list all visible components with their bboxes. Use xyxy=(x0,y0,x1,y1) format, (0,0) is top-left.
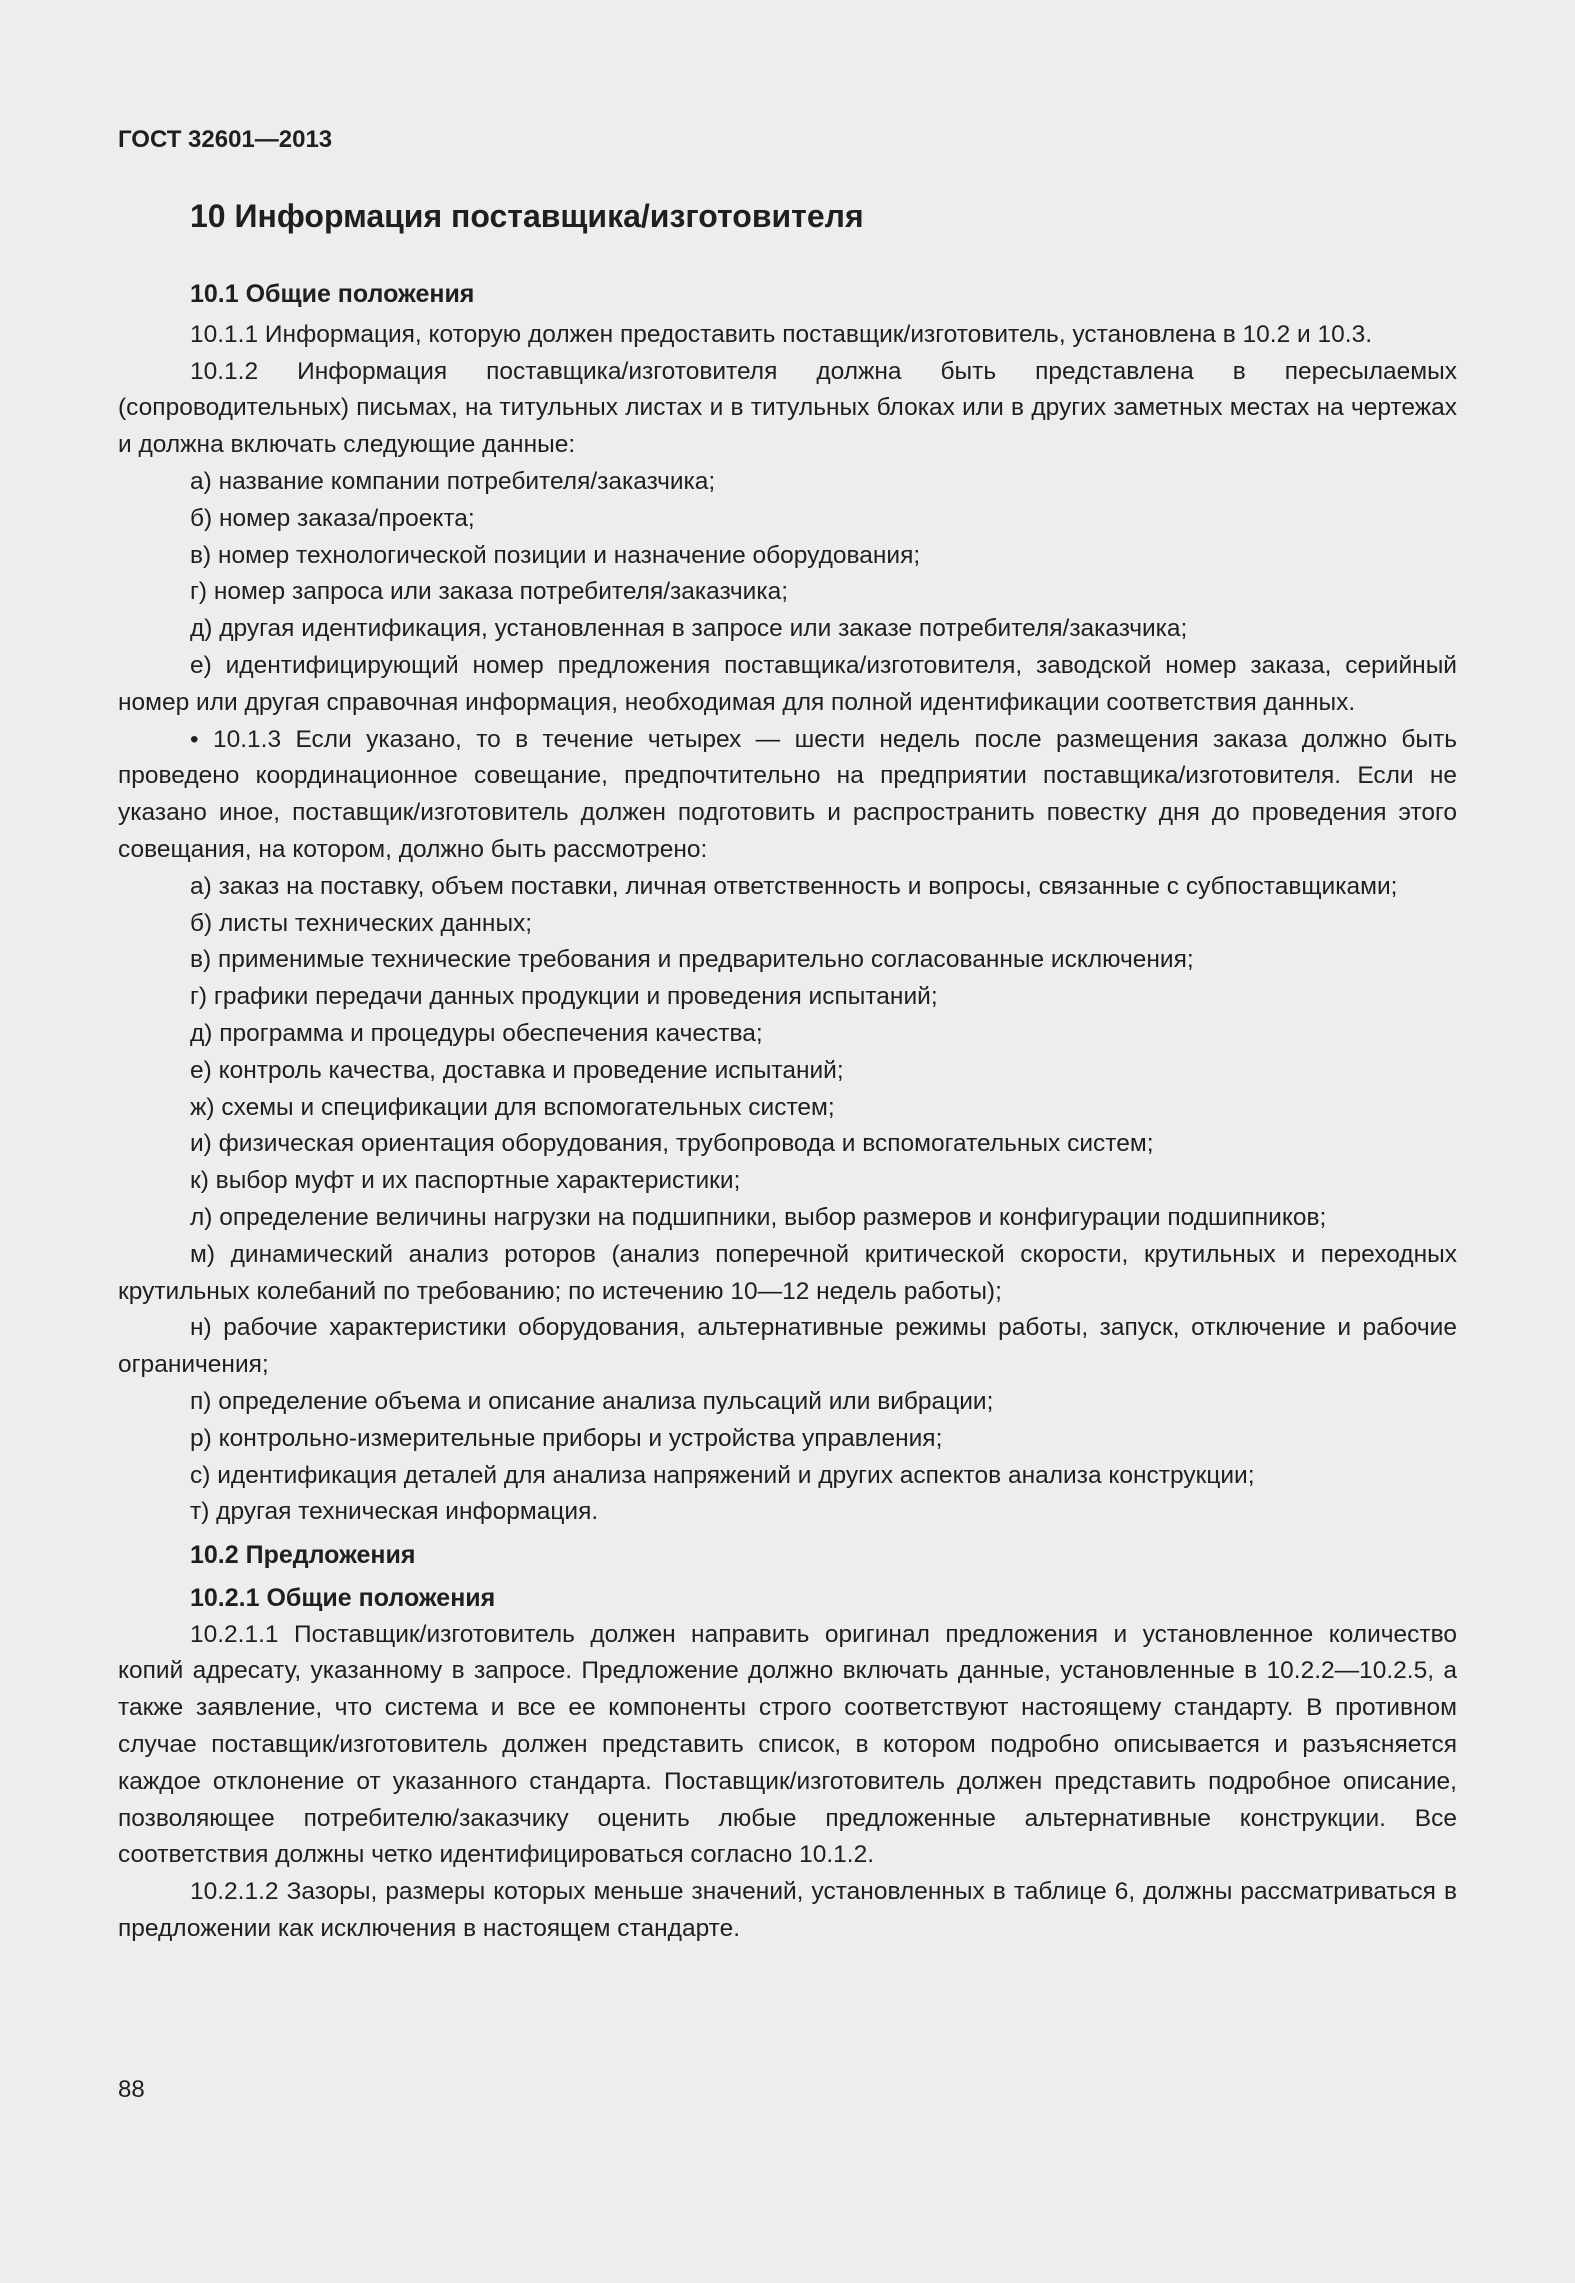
list-item: н) рабочие характеристики оборудования, альтернативные режимы работы, запуск, отключение и рабочие ограничения; xyxy=(118,1314,1457,1379)
section-title: 10 Информация поставщика/изготовителя xyxy=(190,198,864,234)
document-code: ГОСТ 32601—2013 xyxy=(118,126,333,153)
list-item: г) графики передачи данных продукции и проведения испытаний; xyxy=(190,983,938,1011)
list-item: ж) схемы и спецификации для вспомогательных систем; xyxy=(190,1093,835,1121)
subsection-heading-10-2: 10.2 Предложения xyxy=(190,1541,416,1570)
list-item: а) название компании потребителя/заказчика; xyxy=(190,467,716,495)
subsection-heading-10-2-1: 10.2.1 Общие положения xyxy=(190,1583,496,1612)
list-item: т) другая техническая информация. xyxy=(190,1498,599,1526)
list-supplier-data xyxy=(118,464,1457,722)
paragraph-10-1-1: 10.1.1 Информация, которую должен предоставить поставщик/изготовитель, установлена в 10.2 и 10.3. xyxy=(190,320,1373,348)
list-item: с) идентификация деталей для анализа напряжений и других аспектов анализа конструкции; xyxy=(190,1461,1255,1489)
paragraph-10-2-1-2: 10.2.1.2 Зазоры, размеры которых меньше значений, установленных в таблице 6, должны рассматриваться в предложении как исключения в настоящем стандарте. xyxy=(118,1878,1457,1943)
list-item: е) контроль качества, доставка и проведение испытаний; xyxy=(190,1056,844,1084)
list-item: м) динамический анализ роторов (анализ поперечной критической скорости, крутильных и переходных крутильных колебаний по требованию; по истечению 10—12 недель работы); xyxy=(118,1240,1457,1305)
paragraph-10-1-3: • 10.1.3 Если указано, то в течение четырех — шести недель после размещения заказа должно быть проведено координационное совещание, предпочтительно на предприятии поставщика/изготовителя. Если не указано иное, поставщик/изготовитель должен подготовить и распространить повестку дня до проведения этого совещания, на котором, должно быть рассмотрено: xyxy=(118,725,1457,863)
list-meeting-agenda xyxy=(118,869,1457,1531)
list-item: р) контрольно-измерительные приборы и устройства управления; xyxy=(190,1424,943,1452)
list-item: п) определение объема и описание анализа пульсаций или вибрации; xyxy=(190,1387,994,1415)
page-number: 88 xyxy=(118,2076,145,2103)
list-item: в) номер технологической позиции и назначение оборудования; xyxy=(190,541,921,569)
subsection-heading-10-1: 10.1 Общие положения xyxy=(190,280,475,308)
list-item: в) применимые технические требования и предварительно согласованные исключения; xyxy=(190,946,1194,974)
paragraph-10-1-2: 10.1.2 Информация поставщика/изготовителя должна быть представлена в пересылаемых (сопроводительных) письмах, на титульных листах и в титульных блоках или в других заметных местах на чертежах и должна включать следующие данные: xyxy=(118,357,1457,459)
paragraph-10-2-1-1: 10.2.1.1 Поставщик/изготовитель должен направить оригинал предложения и установленное количество копий адресату, указанному в запросе. Предложение должно включать данные, установленные в 10.2.2—10.2.5, а также заявление, что система и все ее компоненты строго соответствуют настоящему стандарту. В противном случае поставщик/изготовитель должен представить список, в котором подробно описывается и разъясняется каждое отклонение от указанного стандарта. Поставщик/изготовитель должен представить подробное описание, позволяющее потребителю/заказчику оценить любые предложенные альтернативные конструкции. Все соответствия должны четко идентифицироваться согласно 10.1.2. xyxy=(118,1620,1457,1869)
list-item: г) номер запроса или заказа потребителя/заказчика; xyxy=(190,578,789,606)
list-item: б) листы технических данных; xyxy=(190,909,533,937)
list-item: е) идентифицирующий номер предложения поставщика/изготовителя, заводской номер заказа, серийный номер или другая справочная информация, необходимая для полной идентификации соответствия данных. xyxy=(118,651,1457,716)
list-item: а) заказ на поставку, объем поставки, личная ответственность и вопросы, связанные с субпоставщиками; xyxy=(190,872,1398,900)
list-item: д) программа и процедуры обеспечения качества; xyxy=(190,1019,763,1047)
list-item: б) номер заказа/проекта; xyxy=(190,504,475,532)
list-item: д) другая идентификация, установленная в запросе или заказе потребителя/заказчика; xyxy=(190,615,1188,643)
list-item: л) определение величины нагрузки на подшипники, выбор размеров и конфигурации подшипников; xyxy=(190,1203,1327,1231)
list-item: и) физическая ориентация оборудования, трубопровода и вспомогательных систем; xyxy=(190,1130,1154,1158)
list-item: к) выбор муфт и их паспортные характеристики; xyxy=(190,1167,741,1195)
